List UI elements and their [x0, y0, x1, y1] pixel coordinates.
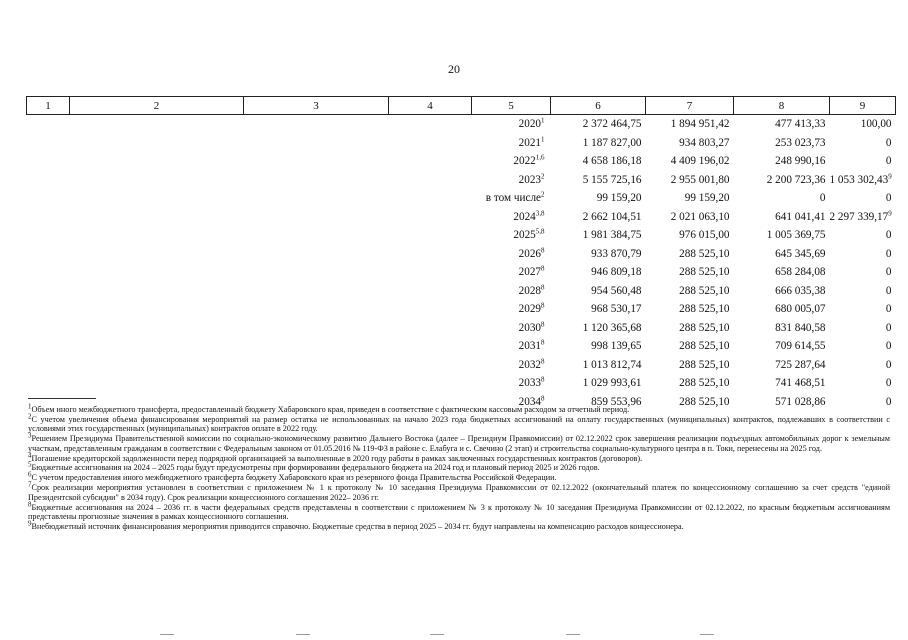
period-label: 2029: [518, 303, 541, 315]
empty-cell: [27, 337, 70, 356]
empty-cell: [70, 134, 244, 153]
empty-cell: [244, 226, 389, 245]
value-text: 0: [885, 303, 892, 315]
value-text: 934 803,27: [679, 136, 730, 149]
empty-cell: [70, 245, 244, 264]
column-header: 6: [551, 97, 646, 115]
empty-cell: [27, 263, 70, 282]
footnote-text: Бюджетные ассигнования на 2024 – 2036 гг. в части федеральных средств представлены в соответствии с приложением № 3 к протоколу № 10 заседания Президиума Правкомиссии от 02.12.2022, по красным бюджетным ассигнованиям представлены прогнозные значения в рамках концессионного соглашения.: [28, 502, 890, 521]
column-header: 7: [646, 97, 734, 115]
period-cell: [472, 300, 551, 319]
value-text: 0: [885, 377, 892, 389]
empty-cell: [244, 208, 389, 227]
value-text: 998 139,65: [591, 340, 642, 352]
scan-artifact: [296, 634, 310, 635]
footnote-ref: 1,6: [535, 153, 545, 162]
value-text: 741 468,51: [775, 377, 826, 389]
value-text: 1 120 365,68: [582, 321, 642, 334]
period-cell: [472, 115, 551, 134]
value-cell-c9: [830, 356, 896, 375]
scan-artifact: [566, 634, 580, 635]
empty-cell: [244, 282, 389, 301]
value-text: 288 525,10: [679, 266, 730, 278]
period-label: 2023: [518, 173, 541, 186]
empty-cell: [244, 356, 389, 375]
empty-cell: [70, 189, 244, 208]
period-label: 2033: [518, 377, 541, 389]
value-text: 933 870,79: [591, 247, 642, 260]
table-row: [27, 208, 896, 227]
period-cell: [472, 337, 551, 356]
empty-cell: [389, 226, 472, 245]
value-text: 2 200 723,36: [766, 173, 826, 186]
value-cell-c6: [551, 245, 646, 264]
footnote-mark: 2: [28, 412, 32, 421]
value-cell-c6: [551, 337, 646, 356]
empty-cell: [389, 300, 472, 319]
empty-cell: [389, 171, 472, 190]
footnote-ref: 3,8: [535, 208, 545, 217]
value-cell-c9: [830, 189, 896, 208]
value-text: 4 658 186,18: [582, 155, 642, 167]
footnote-text: С учетом предоставления иного межбюджетного трансферта бюджету Хабаровского края из резервного фонда Правительства Российской Федерации.: [31, 473, 557, 483]
value-text: 0: [885, 229, 892, 241]
empty-cell: [244, 300, 389, 319]
value-text: 1 013 812,74: [582, 358, 642, 371]
value-cell-c6: [551, 263, 646, 282]
value-text: 0: [885, 192, 892, 204]
footnote-mark: 7: [28, 480, 32, 489]
footnote-ref: 8: [541, 319, 545, 328]
value-cell-c7: [646, 300, 734, 319]
footnote-ref: 8: [541, 264, 545, 273]
value-text: 477 413,33: [775, 118, 826, 130]
table-row: [27, 171, 896, 190]
value-cell-c6: [551, 189, 646, 208]
value-cell-c8: [734, 319, 830, 338]
footnote-list: [28, 402, 890, 531]
table-row: [27, 374, 896, 393]
empty-cell: [70, 374, 244, 393]
column-header: 5: [472, 97, 551, 115]
value-cell-c8: [734, 189, 830, 208]
period-cell: [472, 226, 551, 245]
value-cell-c7: [646, 226, 734, 245]
footnote: [28, 460, 890, 473]
period-cell: [472, 282, 551, 301]
footnote: [28, 480, 890, 502]
footnote-mark: 6: [28, 470, 32, 479]
value-text: 968 530,17: [591, 303, 642, 315]
value-text: 1 005 369,75: [766, 229, 826, 241]
value-cell-c7: [646, 115, 734, 134]
value-cell-c7: [646, 337, 734, 356]
value-text: 1 053 302,43: [829, 173, 889, 186]
value-cell-c7: [646, 152, 734, 171]
empty-cell: [27, 319, 70, 338]
empty-cell: [70, 356, 244, 375]
footnote-text: Внебюджетный источник финансирования мероприятия приводится справочно. Бюджетные средства в период 2025 – 2034 гг. будут направлены на компенсацию расходов концессионера.: [31, 521, 684, 531]
empty-cell: [244, 337, 389, 356]
period-label: 2022: [513, 155, 536, 167]
empty-cell: [70, 115, 244, 134]
period-label: 2027: [518, 266, 541, 278]
value-cell-c8: [734, 152, 830, 171]
period-cell: [472, 208, 551, 227]
value-text: 288 525,10: [679, 284, 730, 297]
value-text: 645 345,69: [775, 247, 826, 260]
value-text: 666 035,38: [775, 284, 826, 297]
empty-cell: [244, 319, 389, 338]
empty-cell: [389, 337, 472, 356]
footnotes: [28, 395, 892, 532]
footnote-ref: 2: [541, 190, 545, 199]
empty-cell: [27, 152, 70, 171]
footnote: [28, 412, 890, 434]
empty-cell: [389, 208, 472, 227]
value-cell-c6: [551, 226, 646, 245]
value-text: 99 159,20: [684, 192, 730, 204]
value-text: 0: [885, 247, 892, 260]
footnote: [28, 519, 890, 531]
footnote-ref: 8: [541, 338, 545, 347]
value-text: 100,00: [860, 118, 892, 130]
value-text: 253 023,73: [775, 136, 826, 149]
value-text: 288 525,10: [679, 395, 730, 408]
value-cell-c6: [551, 374, 646, 393]
empty-cell: [244, 374, 389, 393]
period-cell: [472, 189, 551, 208]
value-cell-c8: [734, 208, 830, 227]
footnote-ref: 2: [541, 171, 545, 180]
value-cell-c7: [646, 245, 734, 264]
table-row: [27, 226, 896, 245]
column-header: 8: [734, 97, 830, 115]
value-text: 658 284,08: [775, 266, 826, 278]
footnote-mark: 9: [28, 519, 32, 528]
value-cell-c6: [551, 171, 646, 190]
value-text: 680 005,07: [775, 303, 826, 315]
value-text: 288 525,10: [679, 321, 730, 334]
value-text: 831 840,58: [775, 321, 826, 334]
footnote-mark: 3: [28, 431, 32, 440]
value-cell-c7: [646, 189, 734, 208]
empty-cell: [27, 245, 70, 264]
empty-cell: [389, 356, 472, 375]
value-text: 1 981 384,75: [582, 229, 642, 241]
empty-cell: [389, 152, 472, 171]
value-text: 2 955 001,80: [670, 173, 730, 186]
empty-cell: [70, 282, 244, 301]
empty-cell: [244, 134, 389, 153]
empty-cell: [244, 245, 389, 264]
value-text: 288 525,10: [679, 377, 730, 389]
column-header: 4: [389, 97, 472, 115]
value-cell-c9: [830, 226, 896, 245]
value-text: 1 187 827,00: [582, 136, 642, 149]
period-label: 2024: [513, 210, 536, 223]
footnote-ref: 9: [888, 208, 892, 217]
value-text: 0: [885, 340, 892, 352]
scan-artifact: [700, 634, 714, 635]
footnote-ref: 5,8: [535, 227, 545, 236]
value-cell-c7: [646, 374, 734, 393]
value-text: 2 297 339,17: [829, 210, 889, 223]
period-label: 2031: [518, 340, 541, 352]
table-row: [27, 189, 896, 208]
column-header: 3: [244, 97, 389, 115]
empty-cell: [244, 171, 389, 190]
value-cell-c9: [830, 337, 896, 356]
value-text: 0: [885, 321, 892, 334]
value-text: 4 409 196,02: [670, 155, 730, 167]
column-number-row: [27, 97, 896, 115]
value-cell-c7: [646, 282, 734, 301]
value-cell-c8: [734, 300, 830, 319]
empty-cell: [27, 115, 70, 134]
footnote: [28, 499, 890, 522]
table-row: [27, 337, 896, 356]
empty-cell: [27, 226, 70, 245]
footnote-divider: [28, 398, 96, 399]
value-cell-c7: [646, 134, 734, 153]
period-label: 2025: [513, 229, 536, 241]
footnote-text: С учетом увеличения объема финансирования мероприятий на размер остатка не использованных на начало 2023 года бюджетных ассигнований на оплату государственных (муниципальных) контрактов, подлежавших в соответствии с условиями этих государственных (муниципальных) контрактов оплате в 2022 году.: [28, 414, 890, 434]
value-cell-c8: [734, 226, 830, 245]
empty-cell: [389, 282, 472, 301]
value-cell-c6: [551, 134, 646, 153]
value-text: 2 372 464,75: [582, 118, 642, 130]
empty-cell: [27, 300, 70, 319]
empty-cell: [27, 208, 70, 227]
value-cell-c9: [830, 134, 896, 153]
table-row: [27, 245, 896, 264]
value-text: 2 021 063,10: [670, 210, 730, 223]
empty-cell: [389, 245, 472, 264]
empty-cell: [244, 263, 389, 282]
value-cell-c8: [734, 263, 830, 282]
footnote: [28, 431, 890, 453]
value-cell-c9: [830, 152, 896, 171]
table-row: [27, 300, 896, 319]
value-text: 859 553,96: [591, 395, 642, 408]
value-cell-c9: [830, 245, 896, 264]
empty-cell: [389, 134, 472, 153]
footnote-text: Срок реализации мероприятия установлен в соответствии с приложением № 1 к протоколу № 10 заседания Президиума Правкомиссии от 02.12.2022 (окончательный платеж по концессионному соглашению за счет средств "единой Президентской субсидии" в 2034 году). Срок реализации концессионного соглашения 2022– 2036 гг.: [28, 483, 890, 502]
value-cell-c9: [830, 300, 896, 319]
footnote: [28, 450, 890, 463]
footnote-mark: 1: [28, 402, 32, 411]
footnote-text: Решением Президиума Правительственной комиссии по социально-экономическому развитию Дальнего Востока (далее – Президиум Правкомиссии) от 02.12.2022 срок завершения реализации подъездных автомобильных дорог к земельным участкам, представленным гражданам в соответствии с Федеральным законом от 01.05.2016 № 119-ФЗ в районе с. Елабуга и с. Свечино (2 этап) и строительства социально-культурного центра в п. Токи, перенесены на 2025 год.: [28, 434, 890, 453]
value-cell-c6: [551, 115, 646, 134]
value-cell-c8: [734, 134, 830, 153]
footnote-ref: 8: [541, 282, 545, 291]
period-label: 2021: [518, 136, 541, 149]
value-text: 248 990,16: [775, 155, 826, 167]
footnote-ref: 8: [541, 393, 545, 402]
period-cell: [472, 152, 551, 171]
period-label: 2032: [518, 358, 541, 371]
empty-cell: [244, 152, 389, 171]
empty-cell: [70, 226, 244, 245]
footnote: [28, 470, 890, 483]
empty-cell: [389, 263, 472, 282]
value-cell-c9: [830, 115, 896, 134]
footnote-ref: 8: [541, 301, 545, 310]
value-text: 0: [885, 266, 892, 278]
value-text: 288 525,10: [679, 340, 730, 352]
footnote-text: Бюджетные ассигнования на 2024 – 2025 годы будут предусмотрены при формировании федерального бюджета на 2024 год и плановый период 2025 и 2026 годов.: [31, 463, 600, 473]
value-text: 288 525,10: [679, 358, 730, 371]
empty-cell: [27, 189, 70, 208]
empty-cell: [389, 319, 472, 338]
value-cell-c8: [734, 115, 830, 134]
value-text: 2 662 104,51: [582, 210, 642, 223]
value-cell-c7: [646, 356, 734, 375]
period-cell: [472, 356, 551, 375]
period-label: 2030: [518, 321, 541, 334]
column-header: 9: [830, 97, 896, 115]
column-header: 2: [70, 97, 244, 115]
empty-cell: [244, 189, 389, 208]
table-row: [27, 152, 896, 171]
value-cell-c7: [646, 208, 734, 227]
value-text: 0: [885, 284, 892, 297]
value-text: 0: [885, 395, 892, 408]
period-cell: [472, 263, 551, 282]
footnote-mark: 8: [28, 499, 32, 508]
period-label: 2026: [518, 247, 541, 260]
value-text: 976 015,00: [679, 229, 730, 241]
value-cell-c8: [734, 282, 830, 301]
table-row: [27, 356, 896, 375]
scan-artifact: [160, 634, 174, 635]
footnote-ref: 8: [541, 375, 545, 384]
table-row: [27, 319, 896, 338]
scan-artifact: [430, 634, 444, 635]
value-cell-c6: [551, 152, 646, 171]
value-text: 1 029 993,61: [582, 377, 642, 389]
period-cell: [472, 374, 551, 393]
value-text: 0: [885, 155, 892, 167]
empty-cell: [27, 356, 70, 375]
footnote-text: Погашение кредиторской задолженности перед подрядной организацией за выполненные в 2020 году работы в рамках заключенных государственных контрактов (договоров).: [31, 453, 643, 463]
period-label: 2028: [518, 284, 541, 297]
empty-cell: [389, 115, 472, 134]
period-cell: [472, 171, 551, 190]
footnote-mark: 5: [28, 460, 32, 469]
empty-cell: [389, 374, 472, 393]
budget-table: [26, 96, 896, 411]
period-cell: [472, 134, 551, 153]
empty-cell: [70, 300, 244, 319]
footnote-text: Объем иного межбюджетного трансферта, предоставленный бюджету Хабаровского края, приведен в соответствие с фактическим кассовым расходом за отчетный период.: [31, 405, 630, 414]
footnote: [28, 402, 890, 414]
empty-cell: [27, 374, 70, 393]
value-cell-c6: [551, 356, 646, 375]
empty-cell: [70, 208, 244, 227]
empty-cell: [27, 282, 70, 301]
empty-cell: [70, 337, 244, 356]
footnote-ref: 1: [541, 134, 545, 143]
footnote-ref: 8: [541, 356, 545, 365]
value-text: 288 525,10: [679, 303, 730, 315]
table-row: [27, 115, 896, 134]
empty-cell: [70, 152, 244, 171]
empty-cell: [70, 263, 244, 282]
value-cell-c6: [551, 208, 646, 227]
value-cell-c7: [646, 171, 734, 190]
empty-cell: [27, 134, 70, 153]
period-label: 2020: [518, 118, 541, 130]
empty-cell: [244, 115, 389, 134]
table-body: [27, 115, 896, 412]
value-cell-c9: [830, 319, 896, 338]
empty-cell: [389, 189, 472, 208]
value-cell-c6: [551, 282, 646, 301]
table-row: [27, 282, 896, 301]
value-cell-c8: [734, 337, 830, 356]
value-cell-c8: [734, 245, 830, 264]
footnote-ref: 8: [541, 245, 545, 254]
table-row: [27, 263, 896, 282]
value-text: 0: [885, 136, 892, 149]
value-text: 288 525,10: [679, 247, 730, 260]
value-cell-c7: [646, 319, 734, 338]
value-text: 641 041,41: [775, 210, 826, 223]
footnote-mark: 4: [28, 450, 32, 459]
period-cell: [472, 319, 551, 338]
value-text: 1 894 951,42: [670, 118, 730, 130]
period-cell: [472, 245, 551, 264]
value-text: 954 560,48: [591, 284, 642, 297]
value-text: 946 809,18: [591, 266, 642, 278]
value-cell-c9: [830, 374, 896, 393]
value-text: 725 287,64: [775, 358, 826, 371]
value-cell-c8: [734, 374, 830, 393]
value-cell-c8: [734, 356, 830, 375]
value-cell-c9: [830, 282, 896, 301]
empty-cell: [70, 171, 244, 190]
value-cell-c9: [830, 208, 896, 227]
value-cell-c7: [646, 263, 734, 282]
value-text: 0: [885, 358, 892, 371]
empty-cell: [70, 319, 244, 338]
period-label: в том числе: [485, 192, 541, 204]
value-text: 709 614,55: [775, 340, 826, 352]
value-cell-c6: [551, 319, 646, 338]
value-cell-c8: [734, 171, 830, 190]
footnote-ref: 1: [541, 116, 545, 125]
value-text: 571 028,86: [775, 395, 826, 408]
column-header: 1: [27, 97, 70, 115]
value-text: 5 155 725,16: [582, 173, 642, 186]
value-cell-c9: [830, 263, 896, 282]
footnote-ref: 9: [888, 171, 892, 180]
value-cell-c6: [551, 300, 646, 319]
page-number: 20: [448, 62, 460, 76]
table-row: [27, 134, 896, 153]
value-text: 99 159,20: [596, 192, 642, 204]
value-text: 0: [819, 192, 826, 204]
period-label: 2034: [518, 395, 541, 408]
empty-cell: [27, 171, 70, 190]
value-cell-c9: [830, 171, 896, 190]
